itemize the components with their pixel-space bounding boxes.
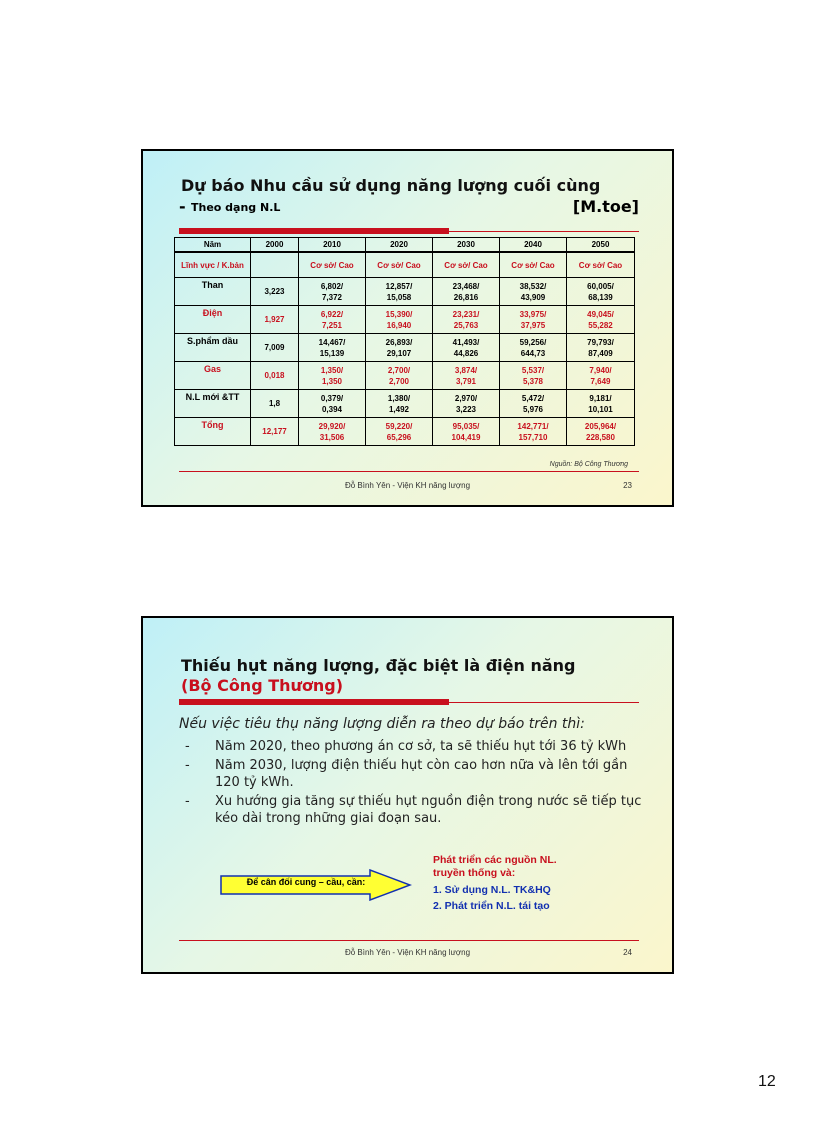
base-value: 9,181/: [589, 393, 612, 403]
high-value: 104,419: [451, 432, 481, 442]
row-label: Than: [175, 278, 251, 306]
high-value: 31,506: [319, 432, 345, 442]
base-value: 2,970/: [454, 393, 478, 403]
header-cell: Năm: [175, 238, 251, 253]
high-value: 644,73: [520, 348, 546, 358]
value-cell: [500, 334, 567, 362]
dev-line-2: truyền thống và:: [433, 867, 516, 879]
value-cell: [366, 418, 433, 446]
value-cell: [366, 334, 433, 362]
value-cell: [433, 390, 500, 418]
high-value: 7,649: [590, 376, 611, 386]
header-cell: 2050: [567, 238, 635, 253]
unit-label: [M.toe]: [572, 197, 639, 216]
value-cell: [567, 306, 635, 334]
base-value: 23,468/: [452, 281, 480, 291]
high-value: 15,058: [386, 292, 412, 302]
base-value: 3,874/: [454, 365, 478, 375]
high-value: 15,139: [319, 348, 345, 358]
bullet-marker: -: [185, 739, 190, 754]
value-cell: [433, 278, 500, 306]
value-cell: [366, 362, 433, 390]
value-cell: [299, 278, 366, 306]
base-value: 12,857/: [385, 281, 413, 291]
base-value: 59,256/: [519, 337, 547, 347]
header-cell: 2040: [500, 238, 567, 253]
base-value: 29,920/: [318, 421, 346, 431]
high-value: 1,492: [388, 404, 410, 414]
page-number: 12: [758, 1073, 776, 1090]
row-label: S.phẩm dầu: [175, 334, 251, 362]
high-value: 65,296: [386, 432, 412, 442]
slide-title-source: (Bộ Công Thương): [181, 676, 344, 695]
header-cell: 2020: [366, 238, 433, 253]
base-value: 0,379/: [320, 393, 344, 403]
value-cell: [567, 362, 635, 390]
high-value: 3,791: [455, 376, 477, 386]
list-item: [179, 757, 649, 791]
value-cell: [299, 362, 366, 390]
value-cell: [366, 390, 433, 418]
bullet-text: Năm 2030, lượng điện thiếu hụt còn cao hơn nữa và lên tới gần 120 tỷ kWh.: [215, 758, 628, 790]
slide-title: Thiếu hụt năng lượng, đặc biệt là điện năng: [181, 656, 576, 675]
value-2000: 12,177: [251, 418, 299, 446]
slide-23: [141, 149, 674, 507]
footer-rule: [179, 940, 639, 941]
high-value: 5,378: [522, 376, 544, 386]
high-value: 37,975: [520, 320, 546, 330]
subheader-label: Lĩnh vực / K.bản: [175, 252, 251, 278]
high-value: 1,350: [321, 376, 343, 386]
slide-24: [141, 616, 674, 974]
row-label: Tổng: [175, 418, 251, 446]
base-value: 6,802/: [320, 281, 344, 291]
high-value: 7,372: [321, 292, 343, 302]
dev-item-2: 2. Phát triển N.L. tái tạo: [433, 900, 550, 912]
high-value: 26,816: [453, 292, 479, 302]
subtitle: Theo dạng N.L: [191, 201, 281, 214]
bullet-marker: -: [185, 758, 190, 773]
table-row: [175, 334, 635, 362]
value-cell: [500, 306, 567, 334]
value-cell: [500, 390, 567, 418]
value-cell: [299, 334, 366, 362]
table-row: [175, 418, 635, 446]
forecast-table: [174, 237, 635, 446]
subtitle-row: [179, 197, 639, 219]
high-value: 43,909: [520, 292, 546, 302]
bullet-text: Năm 2020, theo phương án cơ sở, ta sẽ thiếu hụt tới 36 tỷ kWh: [215, 739, 627, 754]
base-value: 41,493/: [452, 337, 480, 347]
row-label: Điện: [175, 306, 251, 334]
list-item: [179, 793, 649, 827]
base-value: 60,005/: [587, 281, 614, 291]
base-value: 59,220/: [385, 421, 413, 431]
subheader-blank: [251, 252, 299, 278]
value-cell: [299, 418, 366, 446]
table-header-row: [175, 238, 635, 253]
base-value: 7,940/: [589, 365, 612, 375]
value-cell: [299, 390, 366, 418]
footer-rule: [179, 471, 639, 472]
slide-number: 24: [623, 948, 632, 957]
table-row: [175, 278, 635, 306]
base-value: 142,771/: [517, 421, 549, 431]
high-value: 55,282: [588, 320, 613, 330]
table-row: [175, 362, 635, 390]
intro-text: Nếu việc tiêu thụ năng lượng diễn ra theo dự báo trên thì:: [179, 716, 585, 732]
high-value: 0,394: [321, 404, 343, 414]
bullet-text: Xu hướng gia tăng sự thiếu hụt nguồn điện trong nước sẽ tiếp tục kéo dài trong những giai đoạn sau.: [215, 794, 642, 826]
high-value: 157,710: [518, 432, 548, 442]
row-label: N.L mới &TT: [175, 390, 251, 418]
value-cell: [567, 278, 635, 306]
base-value: 33,975/: [519, 309, 547, 319]
header-cell: 2010: [299, 238, 366, 253]
subtitle-dash: -: [179, 197, 186, 216]
base-value: 14,467/: [318, 337, 346, 347]
slide-footer: Đỗ Bình Yên - Viện KH năng lượng: [344, 481, 471, 490]
value-cell: [433, 334, 500, 362]
header-cell: 2000: [251, 238, 299, 253]
high-value: 25,763: [453, 320, 479, 330]
dev-line-1: Phát triển các nguồn NL.: [433, 854, 557, 866]
base-value: 23,231/: [452, 309, 480, 319]
development-block: [433, 854, 557, 913]
value-cell: [500, 362, 567, 390]
value-cell: [299, 306, 366, 334]
base-value: 49,045/: [587, 309, 614, 319]
value-cell: [500, 278, 567, 306]
value-2000: 1,8: [251, 390, 299, 418]
base-value: 1,380/: [387, 393, 411, 403]
title-underline-thin: [179, 702, 639, 703]
value-cell: [567, 390, 635, 418]
high-value: 44,826: [453, 348, 479, 358]
high-value: 87,409: [588, 348, 613, 358]
base-value: 26,893/: [385, 337, 413, 347]
value-cell: [433, 306, 500, 334]
scenario-cell: Cơ sở/ Cao: [433, 252, 500, 278]
high-value: 5,976: [522, 404, 544, 414]
base-value: 5,537/: [521, 365, 545, 375]
scenario-cell: Cơ sở/ Cao: [299, 252, 366, 278]
scenario-cell: Cơ sở/ Cao: [567, 252, 635, 278]
value-2000: 7,009: [251, 334, 299, 362]
high-value: 29,107: [386, 348, 412, 358]
bullet-list: [179, 738, 649, 829]
base-value: 38,532/: [519, 281, 547, 291]
value-cell: [433, 362, 500, 390]
value-cell: [567, 418, 635, 446]
base-value: 1,350/: [320, 365, 344, 375]
table-row: [175, 390, 635, 418]
value-cell: [366, 306, 433, 334]
bullet-marker: -: [185, 794, 190, 809]
row-label: Gas: [175, 362, 251, 390]
scenario-cell: Cơ sở/ Cao: [366, 252, 433, 278]
slide-number: 23: [623, 481, 632, 490]
table-subheader-row: [175, 252, 635, 278]
base-value: 5,472/: [521, 393, 545, 403]
value-2000: 3,223: [251, 278, 299, 306]
list-item: [179, 738, 649, 755]
base-value: 15,390/: [385, 309, 413, 319]
high-value: 228,580: [586, 432, 615, 442]
slide-title: Dự báo Nhu cầu sử dụng năng lượng cuối cùng: [181, 176, 601, 195]
high-value: 16,940: [386, 320, 412, 330]
value-cell: [433, 418, 500, 446]
value-cell: [567, 334, 635, 362]
high-value: 2,700: [388, 376, 410, 386]
slide-footer: Đỗ Bình Yên - Viện KH năng lượng: [344, 948, 471, 957]
base-value: 2,700/: [387, 365, 411, 375]
header-cell: 2030: [433, 238, 500, 253]
value-cell: [366, 278, 433, 306]
base-value: 79,793/: [587, 337, 614, 347]
high-value: 7,251: [321, 320, 343, 330]
source-note: Nguồn: Bộ Công Thương: [549, 461, 628, 468]
arrow-label: Để cân đối cung – cầu, cần:: [246, 877, 366, 887]
title-underline-thin: [179, 231, 639, 232]
table-row: [175, 306, 635, 334]
value-2000: 1,927: [251, 306, 299, 334]
high-value: 68,139: [588, 292, 613, 302]
base-value: 6,922/: [320, 309, 344, 319]
scenario-cell: Cơ sở/ Cao: [500, 252, 567, 278]
value-2000: 0,018: [251, 362, 299, 390]
high-value: 10,101: [588, 404, 613, 414]
table-body: [175, 278, 635, 446]
base-value: 95,035/: [452, 421, 480, 431]
base-value: 205,964/: [584, 421, 617, 431]
value-cell: [500, 418, 567, 446]
high-value: 3,223: [455, 404, 477, 414]
dev-item-1: 1. Sử dụng N.L. TK&HQ: [433, 884, 551, 896]
